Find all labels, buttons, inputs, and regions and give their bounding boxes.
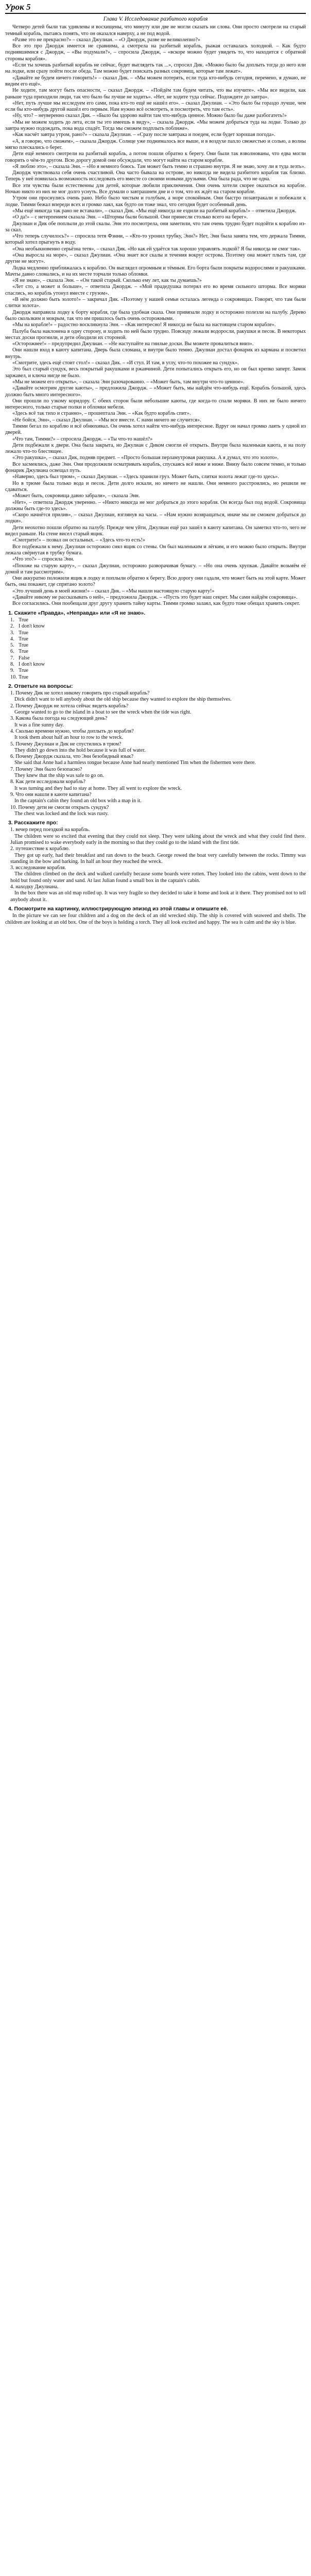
story-paragraph: «Может быть, сокровища давно забрали», – сказала Энн. bbox=[12, 493, 140, 499]
true-false-row bbox=[5, 623, 306, 630]
story-paragraph: Все эти чувства были естественны для детей, которые любили приключения. Они очень хотели скорее оказаться на корабле. Ночью никто из них не мог долго уснуть. Все думали о завтрашнем дне и о том, что их ждёт на старом корабле. bbox=[5, 182, 306, 195]
story-paragraph: «Нет», – ответила Джордж уверенно. – «Никто никогда не мог добраться до этого корабля. Он всегда был под водой. Сокровища должны быть где-то здесь». bbox=[5, 499, 306, 512]
item-answer: True bbox=[19, 642, 28, 649]
story-paragraph: «Я не знаю», – сказала Энн. – «Он такой старый. Сколько ему лет, как ты думаешь?» bbox=[12, 278, 202, 284]
retell-topic: 3. исследование корабля. bbox=[10, 865, 66, 871]
story-paragraph: Дети ещё немного смотрели на разбитый корабль, а потом пошли обратно к берегу. Они были так взволнованы, что едва могли говорить о чём-то другом. Всю дорогу домой они обсуждали, что могут найти на старом корабле. bbox=[5, 151, 306, 163]
exercise-1-list bbox=[5, 617, 306, 681]
story-paragraph: Четверо детей были так удивлены и восхищены, что минуту или две не могли сказать ни слова. Они просто смотрели на старый темный корабль, пытаясь понять, что он оказался наверху, а не под водой. bbox=[5, 24, 306, 37]
exercise-4 bbox=[5, 906, 306, 926]
answer-text: It was a fine sunny day. bbox=[14, 722, 64, 728]
story-paragraph: «Наверно, здесь был трюм», – сказал Джулиан. – «Здесь хранили груз. Может быть, слитки золота лежат где-то здесь». bbox=[12, 474, 279, 480]
exercise-4-text: In the picture we can see four children and a dog on the deck of an old wrecked ship. The ship is covered with seaweed and shells. The children are looking at an old box. One of the boys is holding a torch. They all look excited and happy. The sea is calm and the sky is blue. bbox=[5, 913, 306, 925]
question-text: 10. Почему дети не смогли открыть сундук? bbox=[10, 804, 109, 810]
story-paragraph: «Она выросла на море», – сказал Джулиан. «Она знает все скалы и течения вокруг острова. Поэтому она может плыть там, где другие не могут». bbox=[5, 252, 306, 265]
question-item bbox=[5, 805, 306, 818]
question-item bbox=[5, 779, 306, 792]
retell-topic: 2. путешествие к кораблю. bbox=[10, 846, 70, 852]
question-text: 7. Почему Энн было безопасно? bbox=[10, 766, 82, 772]
story-paragraph: «Разве это не прекрасно?» – сказал Джулиан. – «О Джордж, разве не великолепно?» bbox=[12, 37, 200, 43]
answer-text: It was turning and they had to stay at home. They all went to explore the wreck. bbox=[14, 785, 182, 791]
story-paragraph: «Она необыкновенно серьёзна тетя», – сказал Дик. «Но как ей удаётся так хорошо управлять лодкой? Я бы никогда не смог так». bbox=[12, 246, 301, 252]
story-paragraph: Они аккуратно положили ящик в лодку и поплыли обратно к берегу. Всю дорогу они гадали, что может быть на этой карте. Может быть, она покажет, где спрятано золото? bbox=[5, 575, 306, 588]
story-paragraph: Джордж чувствовала себя очень счастливой. Она часто бывала на острове, но никогда не видела разбитого корабля так близко. Теперь у неё появилась возможность исследовать его вместе со своими новыми друзьями. Она была рада, что не одна. bbox=[5, 170, 306, 182]
story-paragraph: «Осторожнее!» – предупредил Джулиан. – «Не наступайте на гнилые доски. Вы можете провалиться вниз». bbox=[12, 341, 254, 347]
answer-text: They knew that the ship was safe to go on. bbox=[14, 773, 104, 779]
story-paragraph: «Скоро начнётся прилив», – сказал Джулиан, взглянув на часы. – «Нам нужно возвращаться, иначе мы не сможем добраться до лодки». bbox=[5, 512, 306, 524]
story-paragraph: «А, я говорю, что сможем», – сказала Джордж. Солнце уже поднималось все выше, и в воздухе пахло свежестью и солью, а волны мягко плескались о берег. bbox=[5, 138, 306, 150]
lesson-header: Урок 5 bbox=[5, 2, 306, 14]
item-answer: True bbox=[19, 674, 28, 680]
retell-item bbox=[5, 846, 306, 865]
story-paragraph: «Мы не можем его открыть», – сказала Энн разочарованно. – «Может быть, там внутри что-то ценное». bbox=[12, 379, 245, 385]
story-paragraph: «Что теперь случилось?» – спросила тетя Фэнни, – «Кто-то уронил трубку, Энн?» Нет, Энн была занята тем, что держала Тимми, который хотел прыгнуть в воду. bbox=[5, 233, 306, 246]
item-answer: I don't know bbox=[19, 661, 45, 667]
story-paragraph: Все подбежали к нему. Джулиан осторожно снял ящик со стены. Он был маленьким и лёгким, и его можно было открыть. Внутри лежала свёрнутая в трубку бумага. bbox=[5, 544, 306, 556]
story-paragraph: Дети неохотно пошли обратно на палубу. Прежде чем уйти, Джулиан ещё раз зашёл в каюту капитана. Он заметил что-то, чего не видел раньше. На стене висел старый ящик. bbox=[5, 524, 306, 537]
story-paragraph: Джордж направила лодку к борту корабля, где была удобная скала. Они привязали лодку и осторожно полезли на палубу. Дерево было скользким и мокрым, так что им пришлось быть очень осторожными. bbox=[5, 309, 306, 321]
retell-item bbox=[5, 884, 306, 903]
story-paragraph: Они прошли по узкому коридору. С обеих сторон были небольшие каюты, где когда-то спали моряки. В них не было ничего интересного, только старые полки и обломки мебели. bbox=[5, 398, 306, 411]
question-text: 9. Что они нашли в каюте капитана? bbox=[10, 791, 92, 798]
true-false-row bbox=[5, 655, 306, 662]
item-answer: True bbox=[19, 668, 28, 674]
story-paragraph: Все согласились. Они пообещали друг другу хранить тайну карты. Тимми громко залаял, как будто тоже обещал хранить секрет. bbox=[12, 601, 300, 607]
answer-text: Dick didn't want to tell anybody about the old ship because they wanted to explore the ship themselves. bbox=[14, 697, 232, 703]
retell-text: The children climbed on the deck and walked carefully because some boards were rotten. They looked into the cabins, went down to the hold but found only water and sand. At last Julian found a small box in the captain's cabin. bbox=[10, 871, 306, 884]
true-false-row bbox=[5, 674, 306, 681]
retell-text: The children were so excited that evening that they could not sleep. They were talking about the wreck and what they could find there. Julian promised to wake everybody early in the morning so that they could go to the island with the first tide. bbox=[10, 833, 306, 845]
answer-text: The chest was locked and the lock was rusty. bbox=[14, 810, 109, 817]
item-number: 1. bbox=[10, 617, 14, 623]
question-text: 6. Почему Джордж сказала, что Энн безобидный язык? bbox=[10, 754, 133, 760]
exercise-1 bbox=[5, 611, 306, 681]
story-paragraph: «Давайте осмотрим другие каюты», – предложила Джордж. – «Может быть, мы найдём что-нибудь ещё. Корабль большой, здесь должно быть много интересного». bbox=[5, 385, 306, 398]
story-paragraph: Дети подбежали к двери. Она была закрыта, но Джулиан с Диком смогли её открыть. Внутри была маленькая каюта, и на полу лежало что-то блестящее. bbox=[5, 442, 306, 455]
true-false-row bbox=[5, 630, 306, 636]
story-paragraph: Палуба была наклонена в одну сторону, и ходить по ней было трудно. Повсюду лежали водоросли, ракушки и песок. В некоторых местах доски прогнили, и дети обходили их стороной. bbox=[5, 328, 306, 341]
true-false-row bbox=[5, 636, 306, 642]
true-false-row bbox=[5, 642, 306, 649]
true-false-row bbox=[5, 649, 306, 655]
question-item bbox=[5, 754, 306, 767]
exercise-2 bbox=[5, 684, 306, 817]
exercise-3-title: 3. Расскажите про: bbox=[8, 820, 58, 826]
story-paragraph: «Ну, что? – неуверенно сказал Дик. – «Было бы здорово найти там что-нибудь ценное. Можно было бы даже разбогатеть!» bbox=[12, 113, 287, 119]
question-text: 1. Почему Дик не хотел никому говорить про старый корабль? bbox=[10, 690, 150, 697]
answer-text: She said that Anne had a harmless tongue because Anne had nearly mentioned Tim when the fishermen were there. bbox=[14, 760, 256, 766]
retell-item bbox=[5, 865, 306, 884]
story-paragraph: «О да!» – с нетерпением сказала Энн. – «Штормы были большой. Они принесли столько всего на берег». bbox=[12, 214, 248, 221]
item-number: 7. bbox=[10, 655, 14, 661]
exercise-2-title: 2. Ответьте на вопросы: bbox=[8, 683, 73, 689]
item-number: 3. bbox=[10, 630, 14, 636]
question-item bbox=[5, 703, 306, 716]
story-paragraph: «В нём должно быть золото!» – закричал Дик. «Поэтому у нашей семьи осталась легенда о сокровищах. Говорят, что там были слитки золота». bbox=[5, 297, 306, 309]
chapter-title bbox=[5, 16, 306, 22]
chapter-name: Исследование разбитого корабля bbox=[124, 16, 208, 22]
item-number: 5. bbox=[10, 642, 14, 649]
story-paragraph: «Мы ещё никогда так рано не вставали», – сказал Дик. «Мы ещё никогда не ездили на разбитый корабль!» – ответила Джордж. bbox=[12, 208, 297, 214]
answer-text: They didn't go down into the hold because it was full of water. bbox=[14, 747, 146, 753]
story-paragraph: «Давайте никому не рассказывать о ней», – предложила Джордж. – «Пусть это будет наш секрет. Мы сами найдём сокровища». bbox=[12, 595, 298, 601]
story-paragraph: «Похоже на старую карту», – сказал Джулиан, осторожно разворачивая бумагу. – «Но она очень хрупкая. Давайте возьмём её домой и там рассмотрим». bbox=[5, 563, 306, 575]
story-paragraph: «Не бойся, Энн», – сказал Джулиан. – «Мы все вместе. С нами ничего не случится». bbox=[12, 417, 201, 423]
item-answer: True bbox=[19, 636, 28, 642]
question-text: 8. Как дети исследовали корабль? bbox=[10, 779, 85, 785]
question-item bbox=[5, 741, 306, 754]
item-number: 9. bbox=[10, 668, 14, 674]
question-text: 3. Какова была погода на следующий день? bbox=[10, 716, 108, 722]
exercise-3-list bbox=[5, 827, 306, 903]
exercise-2-list bbox=[5, 690, 306, 817]
story-paragraph: «Давайте не будем ничего говорить!» – сказал Дик. – «Мы можем потерять, если туда кто-нибудь сегодня, перемено, я думаю, не видим его ещё». bbox=[5, 75, 306, 87]
story-paragraph: Не ходите, там могут быть опасности, – сказал Джордж. – «Пойдём там будем читать, что вы изучите». «Мы все видели, как раньше туда приходили люди, так что было бы лучше не ходить». «Нет, не ходите туда сейчас. Подождите до завтра». bbox=[5, 88, 306, 100]
story-paragraph: Это был старый сундук, весь покрытый ракушками и ржавчиной. Дети попытались открыть его, но он был крепко заперт. Замок заржавел, и ключа нигде не было. bbox=[5, 366, 306, 379]
exercise-1-title: 1. Скажите «Правда», «Неправда» или «Я не знаю». bbox=[8, 610, 146, 616]
question-item bbox=[5, 767, 306, 779]
chapter-label: Глава V. bbox=[103, 16, 124, 22]
answer-text: In the captain's cabin they found an old box with a map in it. bbox=[14, 798, 142, 804]
item-answer: True bbox=[19, 649, 28, 655]
true-false-row bbox=[5, 617, 306, 623]
retell-topic: 4. находку Джулиана. bbox=[10, 884, 59, 890]
story-paragraph: Но в трюме была только вода и песок. Дети долго искали, но ничего не нашли. Они немного расстроились, но решили не сдаваться. bbox=[5, 480, 306, 493]
item-number: 10. bbox=[10, 674, 17, 680]
question-item bbox=[5, 716, 306, 728]
story-paragraph: «Лет сто, а может и больше», – ответила Джордж. – «Мой прадедушка потерял его во время сильного шторма. Все моряки спаслись, но корабль утонул вместе с грузом». bbox=[5, 284, 306, 296]
true-false-row bbox=[5, 668, 306, 674]
item-answer: False bbox=[19, 655, 30, 661]
story-paragraph: «Как насчёт завтра утром, рано?» – сказала Джулиан. – «Сразу после завтрака и поедем, если будет хорошая погода». bbox=[12, 132, 275, 138]
retell-text: They got up early, had their breakfast and ran down to the beach. George rowed the boat very carefully between the rocks. Timmy was standing in the bow and barking. In half an hour they reached the wreck. bbox=[10, 852, 306, 865]
question-item bbox=[5, 728, 306, 741]
story-paragraph: «Нет, путь лучше мы исследуем его сами, пока кто-то ещё не нашёл его». – сказал Джулиан. – «Это было бы гораздо лучше, чем если бы кто-нибудь другой нашёл его первым. Нам нужно всё осмотреть, и посмотреть, что там есть». bbox=[5, 100, 306, 113]
question-text: 2. Почему Джордж не хотела сейчас видеть корабль? bbox=[10, 703, 129, 709]
answer-text: It took them about half an hour to row to the wreck. bbox=[14, 735, 124, 741]
true-false-row bbox=[5, 662, 306, 668]
story-paragraph: «Мы не можем ходить до лета, если ты это имеешь в виду», – сказала Джордж. «Мы можем добраться туда на лодке. Только до завтра нужно подождать, пока вода спадёт. Тогда мы сможем подплыть поближе». bbox=[5, 119, 306, 132]
exercise-4-title: 4. Посмотрите на картинку, иллюстрирующую эпизод из этой главы и опишите её. bbox=[8, 906, 228, 912]
story-paragraph: «Что это?» – спросила Энн. bbox=[12, 556, 74, 563]
question-text: 4. Сколько времени нужно, чтобы доплыть до корабля? bbox=[10, 728, 134, 734]
exercise-3 bbox=[5, 820, 306, 903]
retell-text: In the box there was an old map rolled up. It was very fragile so they decided to take it home and look at it there. They promised not to tell anybody about it. bbox=[10, 890, 306, 903]
story-paragraph: Все это про Джордж имеется не сравнима, а смотрела на разбитый корабль, рыжая оставалась холодной. – Как будто поднявшимися с Джордж, – «Вы подумали?», – спросила Джордж, – «вскоре можно будет увидеть то, что находится с обратной стороны корабля». bbox=[5, 43, 306, 62]
story-paragraph: «Если ты хочешь разбитый корабль не сейчас, будет выглядеть так ...», спросил Дик. «Можно было бы доплыть тогда до него или на лодке, или сразу пойти после обеда. Там можно будет поискать разных сокровищ, которые там лежат». bbox=[5, 62, 306, 75]
question-item bbox=[5, 690, 306, 703]
item-answer: True bbox=[19, 617, 28, 623]
item-answer: True bbox=[19, 630, 28, 636]
story-paragraph: Они нашли вход в каюту капитана. Дверь была сломана, и внутри было темно. Джулиан достал фонарик из кармана и посветил внутрь. bbox=[5, 347, 306, 360]
question-text: 5. Почему Джулиан и Дик не спустились в трюм? bbox=[10, 741, 122, 747]
answer-text: George wanted to go to the island in a boat to see the wreck when the tide was right. bbox=[14, 709, 192, 716]
story-text bbox=[5, 24, 306, 607]
story-paragraph: «Это ракушка», – сказал Дик, подняв предмет. – «Просто большая перламутровая ракушка. А я думал, что это золото». bbox=[12, 455, 279, 461]
story-paragraph: «Смотрите!» – позвал он остальных. – «Здесь что-то есть!» bbox=[12, 537, 145, 544]
item-number: 2. bbox=[10, 623, 14, 630]
item-number: 4. bbox=[10, 636, 14, 642]
item-number: 6. bbox=[10, 649, 14, 655]
story-paragraph: «Что там, Тимми?» – спросила Джордж. – «Ты что-то нашёл?» bbox=[12, 436, 153, 442]
story-paragraph: Утром они проснулись очень рано. Небо было чистым и голубым, а море спокойным. Они быстро позавтракали и побежали к лодке. Тимми бежал впереди всех и громко лаял, как будто он тоже знал, что сегодня будет особенный день. bbox=[5, 195, 306, 208]
story-paragraph: Лодка медленно приближалась к кораблю. Он выглядел огромным и тёмным. Его борта были покрыты водорослями и ракушками. Мачты давно сломались, и на их месте торчали только обломки. bbox=[5, 265, 306, 277]
story-paragraph: «Мы на корабле!» – радостно воскликнула Энн. – «Как интересно! Я никогда не была на настоящем старом корабле». bbox=[12, 322, 276, 328]
story-paragraph: Джулиан и Дик обе поплыли до этой скалы. Энн это посмотрела, они заметили, что там очень трудно будет подойти к кораблю из-за скал. bbox=[5, 221, 306, 233]
retell-item bbox=[5, 827, 306, 846]
retell-topic: 1. вечер перед поездкой на корабль. bbox=[10, 827, 90, 833]
story-paragraph: Тимми бегал по кораблю и всё обнюхивал. Он очень хотел найти что-нибудь интересное. Вдруг он начал громко лаять у одной из дверей. bbox=[5, 423, 306, 436]
story-paragraph: «Здесь всё так тихо и странно», – прошептала Энн. – «Как будто корабль спит». bbox=[12, 411, 191, 417]
question-item bbox=[5, 792, 306, 805]
item-number: 8. bbox=[10, 661, 14, 667]
story-paragraph: «Я люблю это», – сказала Энн. – «Но я немного боюсь. Там может быть темно и страшно внутри. Я не знаю, хочу ли я туда лезть». bbox=[12, 163, 306, 170]
item-answer: I don't know bbox=[19, 623, 45, 630]
story-paragraph: «Это лучший день в моей жизни!» – сказал Дик. – «Мы нашли настоящую старую карту!» bbox=[12, 588, 215, 594]
story-paragraph: «Смотрите, здесь ещё стоит стол!» – сказал Дик. – «И стул. И там, в углу, что-то похожее на сундук». bbox=[12, 360, 239, 366]
story-paragraph: Все засмеялись, даже Энн. Они продолжили осматривать корабль, спускаясь всё ниже и ниже. Внизу было совсем темно, и только фонарик Джулиана освещал путь. bbox=[5, 461, 306, 474]
